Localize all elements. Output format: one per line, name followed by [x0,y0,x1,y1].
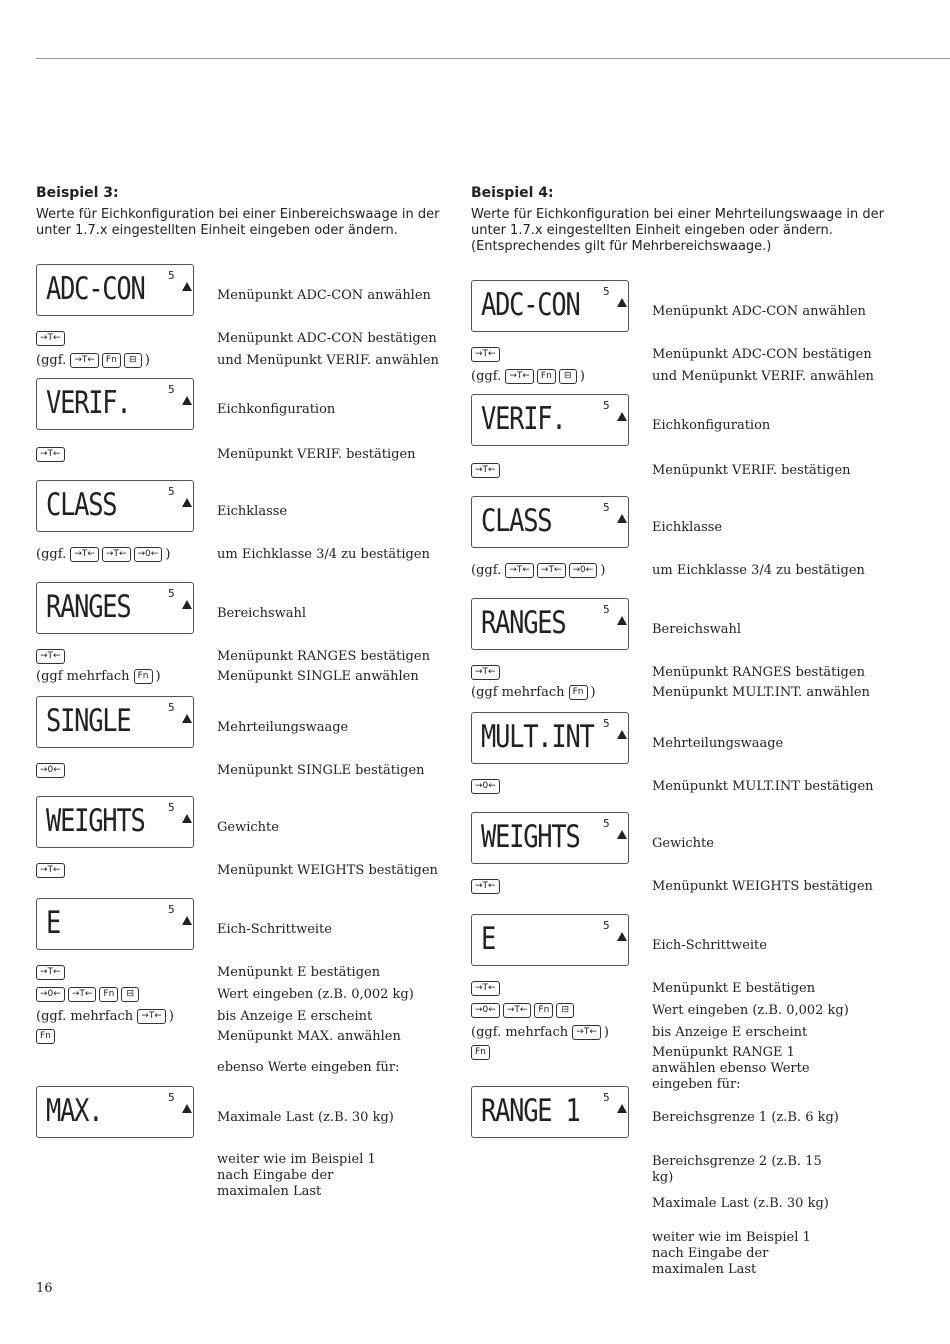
print-key-icon: ⊟ [559,369,577,384]
step-description: Eichkonfiguration [217,402,336,417]
step-description: ebenso Werte eingeben für: [217,1060,400,1075]
step-description: Maximale Last (z.B. 30 kg) [652,1196,829,1211]
tare-key-icon: →T← [70,353,99,368]
lcd-small-digit: 5 [603,285,610,298]
lcd-text: WEIGHTS [481,819,580,855]
lcd-text: CLASS [46,487,117,523]
step-description: Gewichte [217,820,279,835]
key-sequence [471,1024,609,1042]
key-suffix: ) [603,1025,609,1040]
step-description: Eichkonfiguration [652,418,771,433]
lcd-small-digit: 5 [168,587,175,600]
key-sequence [471,562,605,580]
tare-key-icon: →T← [537,563,566,578]
example-4-heading: Beispiel 4: [471,185,554,201]
lcd-text: VERIF. [481,401,566,437]
lcd-display [36,898,194,950]
key-suffix: ) [579,369,585,384]
key-sequence [471,684,596,702]
key-sequence [36,352,150,370]
lcd-small-digit: 5 [603,399,610,412]
lcd-small-digit: 5 [168,1091,175,1104]
key-prefix: (ggf. mehrfach [471,1025,573,1040]
page-number: 16 [36,1281,53,1296]
key-prefix: (ggf. [36,547,71,562]
lcd-small-digit: 5 [603,717,610,730]
tare-key-icon: →T← [505,369,534,384]
key-prefix: (ggf. [471,369,506,384]
lcd-display [471,812,629,864]
fn-key-icon: Fn [569,685,588,700]
warning-triangle-icon [617,932,627,941]
lcd-small-digit: 5 [168,383,175,396]
lcd-text: WEIGHTS [46,803,145,839]
tare-key-icon: →T← [36,863,65,878]
step-description: Menüpunkt VERIF. bestätigen [217,447,416,462]
tare-key-icon: →T← [471,463,500,478]
key-sequence [36,762,68,780]
key-prefix: (ggf. mehrfach [36,1009,138,1024]
lcd-text: CLASS [481,503,552,539]
step-description: Maximale Last (z.B. 30 kg) [217,1110,394,1125]
step-description: Eichklasse [217,504,288,519]
warning-triangle-icon [617,514,627,523]
key-sequence [36,668,161,686]
lcd-display [36,480,194,532]
step-description: Menüpunkt RANGES bestätigen [652,665,865,680]
lcd-display [471,598,629,650]
lcd-display [471,280,629,332]
lcd-text: ADC-CON [46,271,145,307]
zero-key-icon: →0← [471,1003,500,1018]
key-sequence [36,446,68,464]
step-description: Bereichsgrenze 2 (z.B. 15 kg) [652,1154,822,1185]
key-sequence [36,1028,58,1046]
lcd-text: E [46,905,61,941]
key-sequence [471,980,503,998]
lcd-text: E [481,921,496,957]
step-description: Menüpunkt ADC-CON anwählen [652,304,866,319]
lcd-text: ADC-CON [481,287,580,323]
warning-triangle-icon [182,600,192,609]
step-description: Menüpunkt MAX. anwählen [217,1029,401,1044]
zero-key-icon: →0← [134,547,163,562]
step-description: Menüpunkt SINGLE bestätigen [217,763,425,778]
lcd-display [471,496,629,548]
step-description: Menüpunkt WEIGHTS bestätigen [652,879,873,894]
lcd-display [36,582,194,634]
key-sequence [471,878,503,896]
tare-key-icon: →T← [102,547,131,562]
lcd-small-digit: 5 [603,1091,610,1104]
lcd-display [471,914,629,966]
key-sequence [471,1044,493,1062]
tare-key-icon: →T← [505,563,534,578]
key-suffix: ) [144,353,150,368]
key-suffix: ) [168,1009,174,1024]
top-rule [36,58,950,59]
tare-key-icon: →T← [70,547,99,562]
fn-key-icon: Fn [537,369,556,384]
print-key-icon: ⊟ [124,353,142,368]
key-prefix: (ggf. [36,353,71,368]
step-description: Gewichte [652,836,714,851]
fn-key-icon: Fn [134,669,153,684]
tare-key-icon: →T← [471,347,500,362]
step-description: Menüpunkt MULT.INT bestätigen [652,779,874,794]
lcd-text: VERIF. [46,385,131,421]
fn-key-icon: Fn [471,1045,490,1060]
lcd-text: RANGE 1 [481,1093,580,1129]
warning-triangle-icon [182,282,192,291]
step-description: und Menüpunkt VERIF. anwählen [217,353,439,368]
key-sequence [36,862,68,880]
lcd-display [36,264,194,316]
key-suffix: ) [590,685,596,700]
step-description: weiter wie im Beispiel 1 nach Eingabe der maximalen Last [217,1152,376,1199]
step-description: Mehrteilungswaage [217,720,349,735]
step-description: bis Anzeige E erscheint [652,1025,808,1040]
step-description: Menüpunkt MULT.INT. anwählen [652,685,870,700]
step-description: bis Anzeige E erscheint [217,1009,373,1024]
key-sequence [471,346,503,364]
key-suffix: ) [165,547,171,562]
warning-triangle-icon [617,298,627,307]
warning-triangle-icon [617,1104,627,1113]
lcd-display [471,1086,629,1138]
lcd-text: SINGLE [46,703,131,739]
step-description: Eich-Schrittweite [217,922,332,937]
warning-triangle-icon [182,714,192,723]
lcd-display [36,378,194,430]
key-sequence [36,546,170,564]
print-key-icon: ⊟ [556,1003,574,1018]
step-description: Bereichswahl [217,606,307,621]
warning-triangle-icon [617,730,627,739]
warning-triangle-icon [182,814,192,823]
warning-triangle-icon [617,412,627,421]
lcd-small-digit: 5 [603,603,610,616]
warning-triangle-icon [182,396,192,405]
tare-key-icon: →T← [36,649,65,664]
lcd-text: RANGES [481,605,566,641]
tare-key-icon: →T← [471,879,500,894]
step-description: Wert eingeben (z.B. 0,002 kg) [652,1003,849,1018]
lcd-display [471,394,629,446]
tare-key-icon: →T← [36,447,65,462]
lcd-small-digit: 5 [168,485,175,498]
tare-key-icon: →T← [36,331,65,346]
warning-triangle-icon [182,916,192,925]
fn-key-icon: Fn [99,987,118,1002]
step-description: Bereichsgrenze 1 (z.B. 6 kg) [652,1110,839,1125]
step-description: Eichklasse [652,520,723,535]
key-sequence [36,648,68,666]
lcd-small-digit: 5 [168,269,175,282]
lcd-text: MULT.INT [481,719,594,755]
fn-key-icon: Fn [534,1003,553,1018]
lcd-text: RANGES [46,589,131,625]
example-3-heading: Beispiel 3: [36,185,119,201]
step-description: Menüpunkt RANGES bestätigen [217,649,430,664]
key-sequence [471,664,503,682]
zero-key-icon: →0← [36,987,65,1002]
tare-key-icon: →T← [471,665,500,680]
lcd-text: MAX. [46,1093,103,1129]
step-description: Menüpunkt ADC-CON anwählen [217,288,431,303]
zero-key-icon: →0← [36,763,65,778]
key-sequence [36,986,142,1004]
step-description: Eich-Schrittweite [652,938,767,953]
lcd-small-digit: 5 [168,903,175,916]
step-description: weiter wie im Beispiel 1 nach Eingabe der maximalen Last [652,1230,811,1277]
key-prefix: (ggf mehrfach [36,669,134,684]
fn-key-icon: Fn [102,353,121,368]
tare-key-icon: →T← [471,981,500,996]
step-description: Menüpunkt E bestätigen [217,965,381,980]
lcd-small-digit: 5 [603,501,610,514]
lcd-small-digit: 5 [603,919,610,932]
key-sequence [36,330,68,348]
step-description: Menüpunkt RANGE 1 anwählen ebenso Werte eingeben für: [652,1045,810,1092]
key-suffix: ) [600,563,606,578]
tare-key-icon: →T← [572,1025,601,1040]
fn-key-icon: Fn [36,1029,55,1044]
lcd-display [36,1086,194,1138]
warning-triangle-icon [617,830,627,839]
step-description: Menüpunkt SINGLE anwählen [217,669,419,684]
step-description: Bereichswahl [652,622,742,637]
tare-key-icon: →T← [503,1003,532,1018]
step-description: um Eichklasse 3/4 zu bestätigen [217,547,430,562]
lcd-display [36,796,194,848]
example-4-intro: Werte für Eichkonfiguration bei einer Mehrteilungswaage in der unter 1.7.x eingestellten Einheit eingeben oder ändern. (Entsprechendes gilt für Mehrbereichswaage.) [471,207,884,254]
step-description: Mehrteilungswaage [652,736,784,751]
tare-key-icon: →T← [137,1009,166,1024]
warning-triangle-icon [617,616,627,625]
step-description: Menüpunkt ADC-CON bestätigen [217,331,437,346]
key-sequence [36,964,68,982]
key-prefix: (ggf. [471,563,506,578]
key-sequence [471,368,585,386]
zero-key-icon: →0← [471,779,500,794]
warning-triangle-icon [182,498,192,507]
key-sequence [471,1002,577,1020]
lcd-small-digit: 5 [168,801,175,814]
step-description: Menüpunkt E bestätigen [652,981,816,996]
lcd-display [36,696,194,748]
lcd-display [471,712,629,764]
step-description: Menüpunkt VERIF. bestätigen [652,463,851,478]
step-description: Wert eingeben (z.B. 0,002 kg) [217,987,414,1002]
key-sequence [471,778,503,796]
lcd-small-digit: 5 [603,817,610,830]
step-description: und Menüpunkt VERIF. anwählen [652,369,874,384]
key-sequence [36,1008,174,1026]
print-key-icon: ⊟ [121,987,139,1002]
step-description: um Eichklasse 3/4 zu bestätigen [652,563,865,578]
lcd-small-digit: 5 [168,701,175,714]
step-description: Menüpunkt WEIGHTS bestätigen [217,863,438,878]
key-prefix: (ggf mehrfach [471,685,569,700]
tare-key-icon: →T← [68,987,97,1002]
tare-key-icon: →T← [36,965,65,980]
zero-key-icon: →0← [569,563,598,578]
example-3-intro: Werte für Eichkonfiguration bei einer Einbereichswaage in der unter 1.7.x eingestellten Einheit eingeben oder ändern. [36,207,440,238]
key-suffix: ) [155,669,161,684]
step-description: Menüpunkt ADC-CON bestätigen [652,347,872,362]
key-sequence [471,462,503,480]
warning-triangle-icon [182,1104,192,1113]
